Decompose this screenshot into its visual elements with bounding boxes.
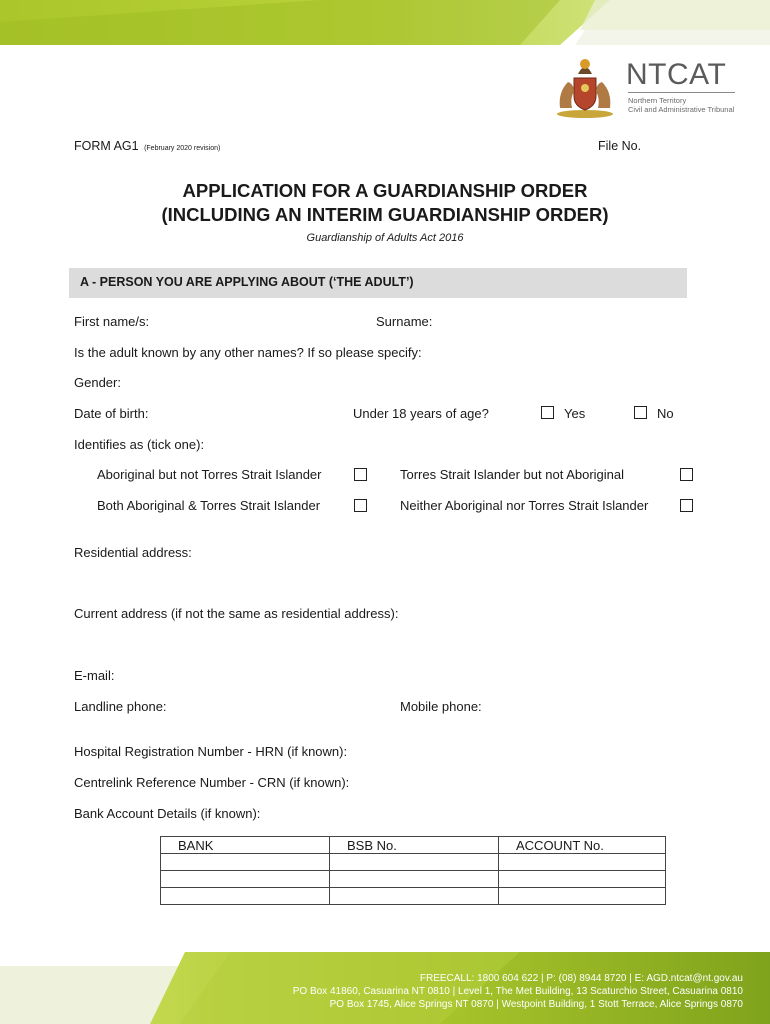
table-row xyxy=(161,888,666,905)
form-title-line1: APPLICATION FOR A GUARDIANSHIP ORDER xyxy=(182,180,588,201)
hrn-label: Hospital Registration Number - HRN (if known): xyxy=(74,744,348,759)
identifies-label: Identifies as (tick one): xyxy=(74,437,205,452)
bsb-cell[interactable] xyxy=(330,871,499,888)
under18-no-checkbox[interactable] xyxy=(634,406,647,419)
form-code: FORM AG1 xyxy=(74,139,139,153)
bsb-cell[interactable] xyxy=(330,854,499,871)
bank-cell[interactable] xyxy=(161,854,330,871)
bank-details-table xyxy=(160,836,666,905)
under18-yes-label: Yes xyxy=(564,406,586,421)
under18-label: Under 18 years of age? xyxy=(353,406,489,421)
account-column-header: ACCOUNT No. xyxy=(499,837,666,854)
gender-label: Gender: xyxy=(74,375,121,390)
crn-label: Centrelink Reference Number - CRN (if known): xyxy=(74,775,350,790)
header-decorative-band xyxy=(0,0,770,45)
option-neither-checkbox[interactable] xyxy=(680,499,693,512)
account-cell[interactable] xyxy=(499,871,666,888)
section-a-heading: A - PERSON YOU ARE APPLYING ABOUT (‘THE ADULT’) xyxy=(69,268,687,298)
surname-label: Surname: xyxy=(376,314,433,329)
file-no-label: File No. xyxy=(598,139,642,153)
mobile-label: Mobile phone: xyxy=(400,699,482,714)
form-subtitle: Guardianship of Adults Act 2016 xyxy=(306,232,464,244)
option-neither-label: Neither Aboriginal nor Torres Strait Islander xyxy=(400,498,649,513)
account-cell[interactable] xyxy=(499,854,666,871)
ntcat-logo xyxy=(552,56,737,118)
option-both-checkbox[interactable] xyxy=(354,499,367,512)
logo-wordmark: NTCAT xyxy=(626,58,727,91)
landline-label: Landline phone: xyxy=(74,699,167,714)
option-both-label: Both Aboriginal & Torres Strait Islander xyxy=(97,498,321,513)
email-label: E-mail: xyxy=(74,668,115,683)
footer-darwin-address: PO Box 41860, Casuarina NT 0810 | Level 1, The Met Building, 13 Scaturchio Street, Casuarina 0810 xyxy=(292,986,743,997)
table-row xyxy=(161,871,666,888)
first-names-label: First name/s: xyxy=(74,314,150,329)
logo-subtitle xyxy=(628,96,734,114)
account-cell[interactable] xyxy=(499,888,666,905)
coat-of-arms-icon xyxy=(552,56,618,118)
table-row xyxy=(161,854,666,871)
option-aboriginal-label: Aboriginal but not Torres Strait Islander xyxy=(97,467,322,482)
other-names-label: Is the adult known by any other names? If so please specify: xyxy=(74,345,422,360)
residential-address-label: Residential address: xyxy=(74,545,192,560)
bsb-cell[interactable] xyxy=(330,888,499,905)
form-title-line2: (INCLUDING AN INTERIM GUARDIANSHIP ORDER) xyxy=(161,204,609,225)
bank-column-header: BANK xyxy=(161,837,330,854)
current-address-label: Current address (if not the same as residential address): xyxy=(74,606,399,621)
option-aboriginal-checkbox[interactable] xyxy=(354,468,367,481)
bank-cell[interactable] xyxy=(161,888,330,905)
bank-details-label: Bank Account Details (if known): xyxy=(74,806,261,821)
bank-cell[interactable] xyxy=(161,871,330,888)
table-header-row xyxy=(161,837,666,854)
logo-subtitle-line2: Civil and Administrative Tribunal xyxy=(628,105,735,114)
footer-contact-line: FREECALL: 1800 604 622 | P: (08) 8944 8720 | E: AGD.ntcat@nt.gov.au xyxy=(419,973,743,984)
bsb-column-header: BSB No. xyxy=(330,837,499,854)
form-id xyxy=(74,139,220,153)
logo-divider xyxy=(628,92,735,93)
footer-alice-springs-address: PO Box 1745, Alice Springs NT 0870 | Westpoint Building, 1 Stott Terrace, Alice Springs 0870 xyxy=(329,999,743,1010)
under18-yes-checkbox[interactable] xyxy=(541,406,554,419)
option-torres-checkbox[interactable] xyxy=(680,468,693,481)
form-revision: (February 2020 revision) xyxy=(144,145,221,152)
option-torres-label: Torres Strait Islander but not Aboriginal xyxy=(400,467,625,482)
logo-subtitle-line1: Northern Territory xyxy=(628,96,687,105)
dob-label: Date of birth: xyxy=(74,406,149,421)
under18-no-label: No xyxy=(657,406,674,421)
